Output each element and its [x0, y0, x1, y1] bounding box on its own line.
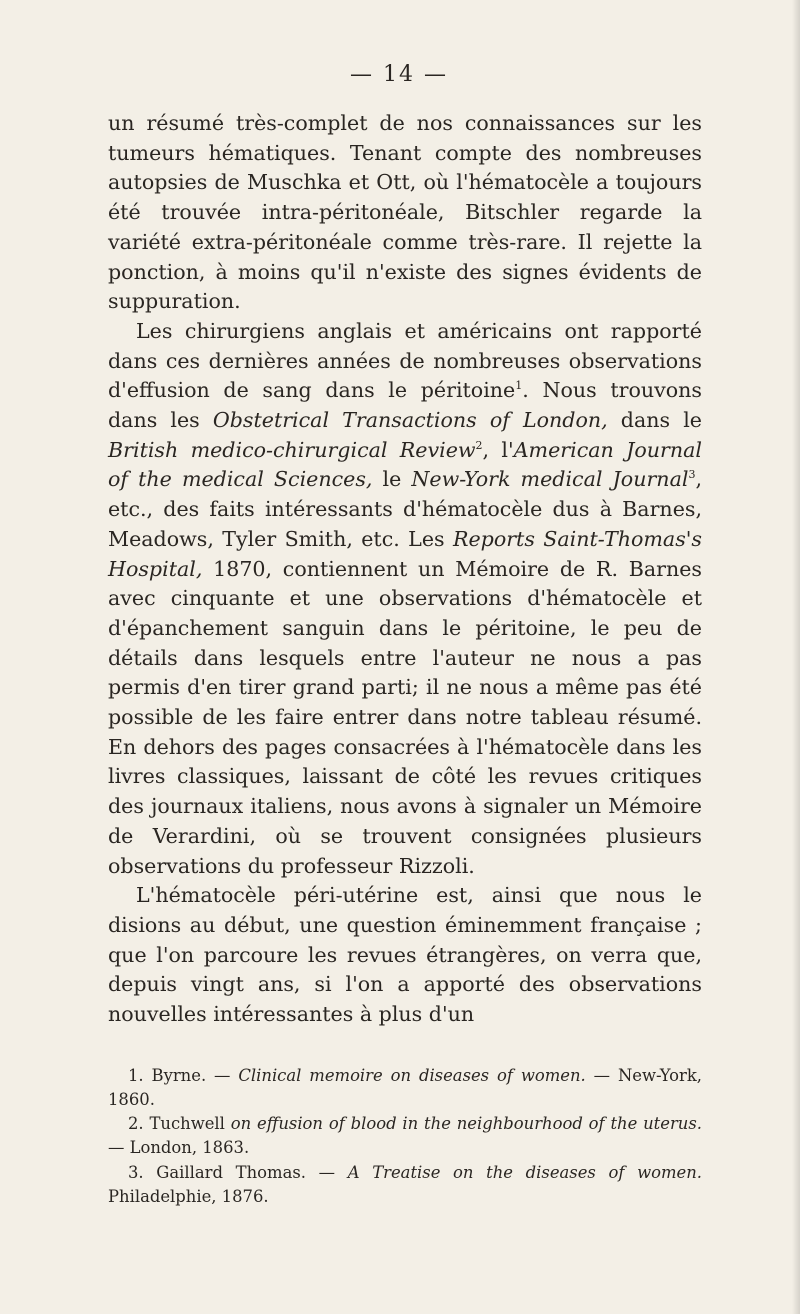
footnotes: [108, 1064, 702, 1209]
page-edge-shadow: [792, 0, 800, 1314]
paragraph-2: [108, 317, 702, 881]
p2-text-3: dans le: [607, 408, 702, 433]
paragraph-1: [108, 109, 702, 317]
footnote-ref-3: 3: [688, 468, 696, 482]
footnote-1-title: Clinical memoire on diseases of women.: [238, 1065, 586, 1085]
footnote-1: [108, 1064, 702, 1112]
footnote-2-place: — London, 1863.: [108, 1138, 250, 1158]
p2-text-6: , etc., des faits intéressants d'hématocèle dus à Barnes, Meadows, Tyler Smith, etc. Les: [108, 467, 702, 551]
p2-text-5: le: [372, 467, 412, 492]
footnote-3: [108, 1161, 702, 1209]
journal-title-new-york: New-York medical Journal: [411, 467, 689, 492]
journal-title-reports: Reports Saint-Thomas's Hospital,: [108, 526, 702, 581]
footnote-1-place: — New-York, 1860.: [108, 1065, 703, 1109]
footnote-2-author: 2. Tuchwell: [128, 1114, 231, 1134]
paragraph-1-text: un résumé très-complet de nos connaissances sur les tumeurs hématiques. Tenant compte des nombreuses autopsies de Muschka et Ott, où l'hématocèle a toujours été trouvée intra-péritonéale, Bitschler regarde la variété extra-péritonéale comme très-rare. Il rejette la ponction, à moins qu'il n'existe des signes évidents de suppuration.: [108, 111, 702, 314]
paragraph-3-text: L'hématocèle péri-utérine est, ainsi que nous le disions au début, une question éminemment française ; que l'on parcoure les revues étrangères, on verra que, depuis vingt ans, si l'on a apporté des observations nouvelles intéressantes à plus d'un: [108, 883, 702, 1027]
journal-title-obstetrical: Obstetrical Transactions of London,: [212, 408, 608, 433]
p2-text-7: 1870, contiennent un Mémoire de R. Barnes avec cinquante et une observations d'hématocèle et d'épanchement sanguin dans le péritoine, le peu de détails dans lesquels entre l'auteur ne nous a pas permis d'en tirer grand parti; il ne nous a même pas été possible de les faire entrer dans notre tableau résumé. En dehors des pages consacrées à l'hématocèle dans les livres classiques, laissant de côté les revues critiques des journaux italiens, nous avons à signaler un Mémoire de Verardini, où se trouvent consignées plusieurs observations du professeur Rizzoli.: [108, 556, 702, 878]
p2-text-2: . Nous trouvons dans les: [108, 378, 702, 433]
footnote-3-author: 3. Gaillard Thomas. —: [128, 1162, 348, 1182]
footnote-ref-1: 1: [515, 379, 523, 393]
p2-text-4: , l': [482, 437, 514, 462]
journal-title-american: American Journal of the medical Sciences,: [108, 437, 703, 492]
paragraph-3: [108, 881, 702, 1030]
page-number: — 14 —: [350, 62, 448, 87]
footnote-ref-2: 2: [475, 438, 483, 452]
footnote-3-title: A Treatise on the diseases of women.: [347, 1162, 702, 1182]
document-page: [108, 62, 702, 1209]
footnote-3-place: Philadelphie, 1876.: [108, 1186, 269, 1206]
footnote-1-author: 1. Byrne. —: [128, 1065, 239, 1085]
footnote-2-title: on effusion of blood in the neighbourhood of the uterus.: [230, 1114, 702, 1134]
p2-text-1: Les chirurgiens anglais et américains ont rapporté dans ces dernières années de nombreuses observations d'effusion de sang dans le péritoine: [108, 318, 702, 403]
footnote-2: [108, 1112, 702, 1160]
journal-title-british: British medico-chirurgical Review: [108, 437, 476, 462]
